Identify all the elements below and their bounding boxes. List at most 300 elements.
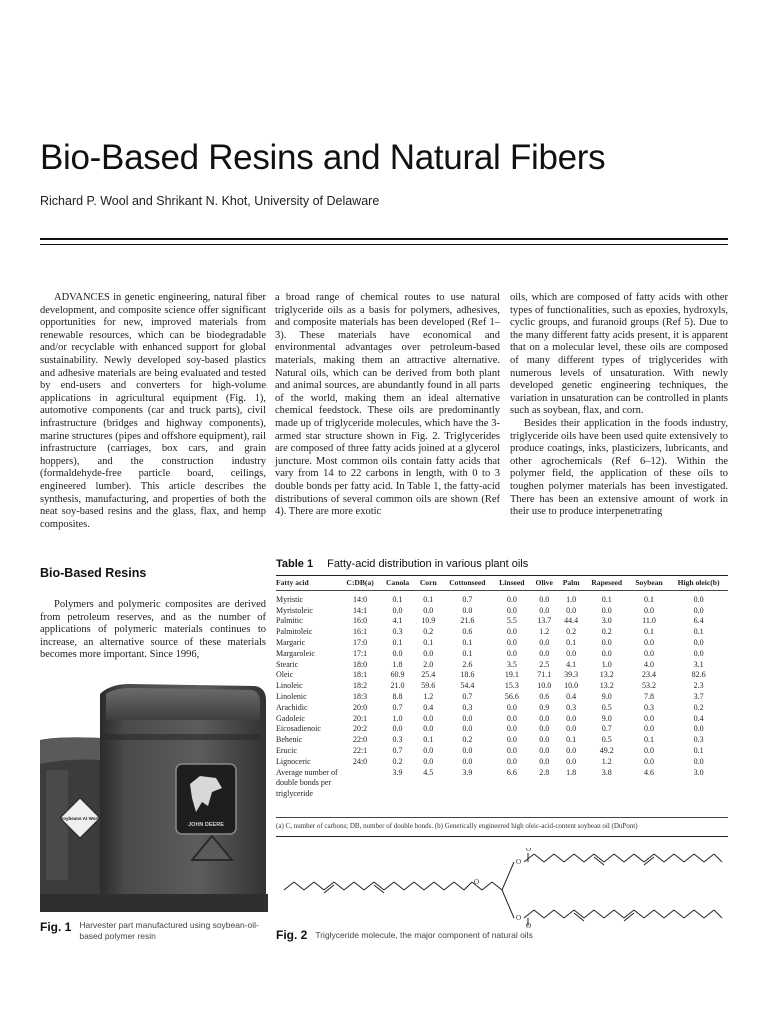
figure-2-caption <box>276 928 728 942</box>
table-cell: Lignoceric <box>276 756 311 766</box>
table-cell: 0.3 <box>566 702 577 712</box>
carbon-chain-bond <box>584 854 594 862</box>
table-cell: 44.4 <box>564 616 579 626</box>
table-cell: 54.4 <box>460 681 475 691</box>
table-cell: 0.2 <box>693 702 704 712</box>
table-cell: 24:0 <box>352 756 368 766</box>
carbon-chain-bond <box>674 910 684 918</box>
table-cell: 0.1 <box>644 735 655 745</box>
table-cell: 16:0 <box>352 616 368 626</box>
table-cell: 0.0 <box>506 637 517 647</box>
carbon-chain-bond <box>634 854 644 862</box>
table-cell: 0.4 <box>566 691 577 701</box>
carbon-chain-bond <box>574 854 584 862</box>
table-cell: 18:0 <box>352 659 368 669</box>
ester-oxygen-label: O <box>516 858 522 866</box>
table-cell: 8.8 <box>392 691 403 701</box>
table-cell: 0.0 <box>506 724 517 734</box>
carbon-chain-bond <box>614 854 624 862</box>
table-cell: 17:0 <box>352 637 368 647</box>
fatty-acid-table <box>276 578 728 800</box>
table-cell: 0.0 <box>423 745 434 755</box>
table-cell: Margaric <box>276 637 306 647</box>
carbon-chain-bond <box>384 882 394 890</box>
table-cell: 0.0 <box>506 713 517 723</box>
table-row <box>276 649 728 660</box>
table-cell: 71.1 <box>537 670 552 680</box>
table-cell: 0.3 <box>644 702 655 712</box>
carbon-chain-bond <box>664 854 674 862</box>
table-cell: 2.8 <box>539 767 550 777</box>
table-cell: 56.6 <box>504 691 519 701</box>
bio-resins-paragraph: Polymers and polymeric composites are derived from petroleum reserves, and as the number of applications of polymeric materials continues to increase, an alternative source of these materials becomes more important. Since 1996, <box>40 599 266 661</box>
table-cell: 2.3 <box>693 681 704 691</box>
table-cell: Behenic <box>276 735 303 745</box>
table-row <box>276 703 728 714</box>
table-cell: Average number of double bonds per triglyceride <box>276 767 338 799</box>
table-row <box>276 627 728 638</box>
table-cell: 0.3 <box>462 702 473 712</box>
carbon-chain-bond <box>534 854 544 862</box>
table-cell: 2.0 <box>423 659 434 669</box>
table-cell: 0.0 <box>462 724 473 734</box>
table-cell: 0.0 <box>462 605 473 615</box>
carbon-chain-bond <box>584 910 594 918</box>
table-cell: 0.0 <box>423 713 434 723</box>
table-cell: 3.8 <box>601 767 612 777</box>
table-cell: 0.0 <box>644 713 655 723</box>
table-cell: 0.0 <box>644 605 655 615</box>
table-cell: 0.7 <box>462 594 473 604</box>
table-cell: 3.7 <box>693 691 704 701</box>
table-cell: 2.5 <box>539 659 550 669</box>
section-heading-bio-based-resins: Bio-Based Resins <box>40 566 147 580</box>
carbon-chain-bond <box>644 910 654 918</box>
table-cell: Oleic <box>276 670 294 680</box>
table-cell: 0.4 <box>423 702 434 712</box>
table-cell: 0.1 <box>423 637 434 647</box>
carbon-chain-bond <box>604 910 614 918</box>
table-footnote: (a) C, number of carbons; DB, number of double bonds. (b) Genetically engineered high oleic-acid-content soybean oil (DuPont) <box>276 822 638 830</box>
table-cell: 1.8 <box>566 767 577 777</box>
carbon-chain-bond <box>554 910 564 918</box>
table-row <box>276 714 728 725</box>
table-cell: 3.9 <box>462 767 473 777</box>
ester-oxygen-label: O <box>516 914 522 922</box>
table-cell: 10.9 <box>421 616 436 626</box>
carbon-chain-bond <box>344 882 354 890</box>
table-caption <box>276 558 728 570</box>
carbonyl-oxygen-label: O <box>526 848 532 853</box>
table-cell: 0.0 <box>601 648 612 658</box>
table-cell: Myristoleic <box>276 605 313 615</box>
figure-1-label: Fig. 1 <box>40 920 72 934</box>
john-deere-logo-text: JOHN DEERE <box>188 822 224 828</box>
glycerol-bond <box>482 882 492 890</box>
table-cell: 0.0 <box>566 713 577 723</box>
table-cell: 0.1 <box>644 594 655 604</box>
table-cell: 13.2 <box>599 670 614 680</box>
table-cell: 2.6 <box>462 659 473 669</box>
carbon-chain-bond <box>654 910 664 918</box>
table-cell: 3.0 <box>601 616 612 626</box>
table-cell: 1.2 <box>539 627 550 637</box>
carbon-chain-bond <box>704 854 714 862</box>
table-cell: 20:2 <box>352 724 368 734</box>
figure-1-caption <box>40 920 268 941</box>
table-cell <box>340 768 380 800</box>
carbon-chain-bond <box>524 910 534 918</box>
table-cell: 0.1 <box>462 637 473 647</box>
table-cell: 1.0 <box>392 713 403 723</box>
table-cell: 0.0 <box>539 713 550 723</box>
table-cell: Palmitic <box>276 616 303 626</box>
table-cell: 6.6 <box>506 767 517 777</box>
glycerol-bond <box>502 890 514 918</box>
table-cell: 0.0 <box>506 735 517 745</box>
table-cell: 0.0 <box>462 713 473 723</box>
title-rule-thin <box>40 244 728 245</box>
table-cell: 0.9 <box>539 702 550 712</box>
table-header-cell: Canola <box>385 578 410 587</box>
table-cell: 1.0 <box>601 659 612 669</box>
table-cell: Palmitoleic <box>276 627 313 637</box>
glycerol-bond <box>502 862 514 890</box>
table-cell: 0.0 <box>423 756 434 766</box>
body-column-1 <box>40 292 266 531</box>
table-header-cell: Soybean <box>635 578 663 587</box>
table-cell: 0.3 <box>392 627 403 637</box>
table-cell: 21.6 <box>460 616 475 626</box>
harvester-part-photo <box>40 680 268 912</box>
article-title: Bio-Based Resins and Natural Fibers <box>40 138 606 177</box>
carbon-chain-bond <box>694 854 704 862</box>
carbon-chain-bond <box>524 854 534 862</box>
table-header-cell: Cottonseed <box>449 578 486 587</box>
table-row <box>276 735 728 746</box>
table-cell: 0.1 <box>423 594 434 604</box>
ester-oxygen-label: O <box>474 878 480 886</box>
table-cell: 0.1 <box>423 735 434 745</box>
carbon-chain-bond <box>434 882 444 890</box>
carbon-chain-bond <box>394 882 404 890</box>
carbon-chain-bond <box>314 882 324 890</box>
table-header-cell: Fatty acid <box>276 578 309 587</box>
table-cell: 3.0 <box>693 767 704 777</box>
table-cell: Myristic <box>276 594 304 604</box>
table-cell: 4.1 <box>566 659 577 669</box>
table-cell: 11.0 <box>642 616 656 626</box>
table-header-cell: Linseed <box>499 578 525 587</box>
table-cell: 0.0 <box>539 637 550 647</box>
table-row <box>276 593 728 606</box>
carbon-chain-bond <box>424 882 434 890</box>
table-row <box>276 616 728 627</box>
table-cell: 13.2 <box>599 681 614 691</box>
table-cell: 0.0 <box>462 745 473 755</box>
table-cell: 0.1 <box>392 594 403 604</box>
table-cell: 0.1 <box>392 637 403 647</box>
figure-2-label: Fig. 2 <box>276 928 308 942</box>
column-2-paragraph: a broad range of chemical routes to use natural triglyceride oils as a basis for polymers, adhesives, and composite materials has been developed (Ref 1–3). These materials have economical and environmental advantages over petroleum-based materials, making them an attractive alternative. Natural oils, which can be derived from both plant and animal sources, are abundantly found in all parts of the world, making them an ideal alternative chemical feedstock. These oils are predominantly made up of triglyceride molecules, which have the 3-armed star structure shown in Fig. 2. Triglycerides are composed of three fatty acids joined at a glycerol juncture. Most common oils contain fatty acids that vary from 14 to 22 carbons in length, with 0 to 3 double bonds per fatty acid. In Table 1, the fatty-acid distributions of several common oils are shown (Ref 4). There are more exotic <box>275 292 500 518</box>
table-cell: Eicosadienoic <box>276 724 321 734</box>
table-row <box>276 724 728 735</box>
table-cell: 4.5 <box>423 767 434 777</box>
table-cell: Erucic <box>276 745 297 755</box>
carbon-chain-bond <box>714 910 722 918</box>
carbon-chain-bond <box>544 854 554 862</box>
table-cell: 20:1 <box>352 713 368 723</box>
table-row <box>276 606 728 617</box>
table-cell: 0.0 <box>566 745 577 755</box>
table-cell: 19.1 <box>504 670 519 680</box>
table-cell: 13.7 <box>537 616 552 626</box>
carbon-chain-bond <box>664 910 674 918</box>
table-row <box>276 660 728 671</box>
table-header-cell: C:DB(a) <box>346 578 374 587</box>
table-cell: 9.0 <box>601 713 612 723</box>
table-header-cell: Olive <box>535 578 553 587</box>
table-cell: 18:2 <box>352 681 368 691</box>
table-cell: 0.0 <box>506 648 517 658</box>
table-cell: 0.0 <box>539 745 550 755</box>
carbon-chain-bond <box>704 910 714 918</box>
table-cell: 22:1 <box>352 745 368 755</box>
table-cell: 0.2 <box>462 735 473 745</box>
table-cell: Linoleic <box>276 681 303 691</box>
table-cell: 1.2 <box>423 691 434 701</box>
table-cell: 14:1 <box>352 605 368 615</box>
body-column-1-continued <box>40 599 266 662</box>
table-cell: 4.0 <box>644 659 655 669</box>
carbon-chain-bond <box>614 910 624 918</box>
carbon-chain-bond <box>444 882 454 890</box>
table-cell: 0.0 <box>462 756 473 766</box>
table-cell: 1.8 <box>392 659 403 669</box>
table-cell: 0.0 <box>506 594 517 604</box>
table-header-cell: Palm <box>562 578 580 587</box>
table-cell: 0.0 <box>392 724 403 734</box>
table-cell: 82.6 <box>691 670 706 680</box>
table-cell: 0.0 <box>693 648 704 658</box>
table-cell: 20:0 <box>352 702 368 712</box>
table-cell: 0.0 <box>693 594 704 604</box>
figure-2-caption-text: Triglyceride molecule, the major component of natural oils <box>315 930 533 940</box>
title-rule-thick <box>40 238 728 240</box>
table-header-cell: Corn <box>419 578 437 587</box>
table-cell: 60.9 <box>390 670 405 680</box>
table-cell: 0.1 <box>693 627 704 637</box>
table-cell: 5.5 <box>506 616 517 626</box>
table-cell: 0.0 <box>693 637 704 647</box>
table-cell: 15.3 <box>504 681 519 691</box>
table-header-rule <box>276 590 728 591</box>
table-cell: 25.4 <box>421 670 436 680</box>
table-cell: 0.1 <box>601 594 612 604</box>
table-row <box>276 757 728 768</box>
table-cell: 0.4 <box>693 713 704 723</box>
table-cell: 4.6 <box>644 767 655 777</box>
figure-1-caption-text: Harvester part manufactured using soybean-oil-based polymer resin <box>79 920 259 941</box>
table-cell: 59.6 <box>421 681 436 691</box>
carbon-chain-bond <box>294 882 304 890</box>
table-cell: 18:1 <box>352 670 368 680</box>
table-title: Fatty-acid distribution in various plant oils <box>327 558 529 570</box>
table-cell: Linolenic <box>276 691 307 701</box>
table-row <box>276 692 728 703</box>
table-header-cell: High oleic(b) <box>677 578 720 587</box>
carbon-chain-bond <box>534 910 544 918</box>
table-cell: 0.0 <box>539 648 550 658</box>
triglyceride-structure-diagram <box>276 848 728 930</box>
table-cell: 0.0 <box>644 637 655 647</box>
table-cell: 0.0 <box>506 627 517 637</box>
carbon-chain-bond <box>624 854 634 862</box>
table-cell: 0.0 <box>601 637 612 647</box>
soybeans-at-work-badge-text: Soybeans At Work <box>60 816 100 821</box>
column-3-paragraph-1: oils, which are composed of fatty acids with other types of functionalities, such as epoxies, hydroxyls, cyclic groups, and furanoid groups (Ref 5). Due to the many different fatty acids present, it is apparent that on a molecular level, these oils are composed of many different types of triglycerides with numerous levels of unsaturation. With newly developed genetic engineering techniques, the variation in unsaturation can be controlled in plants such as soybean, flax, and corn. <box>510 292 728 417</box>
table-cell: 0.0 <box>601 605 612 615</box>
table-cell: 0.5 <box>601 702 612 712</box>
table-cell: 0.0 <box>644 724 655 734</box>
table-cell: Gadoleic <box>276 713 305 723</box>
table-cell: 0.1 <box>566 637 577 647</box>
table-cell: 16:1 <box>352 627 368 637</box>
carbon-chain-bond <box>414 882 424 890</box>
carbon-chain-bond <box>454 882 464 890</box>
carbon-chain-bond <box>364 882 374 890</box>
table-row <box>276 768 728 800</box>
table-cell: 0.0 <box>506 756 517 766</box>
table-cell: 1.0 <box>566 594 577 604</box>
table-cell: 3.9 <box>392 767 403 777</box>
table-top-rule <box>276 575 728 576</box>
table-cell: 0.0 <box>566 724 577 734</box>
carbon-chain-bond <box>674 854 684 862</box>
table-cell: 0.0 <box>506 605 517 615</box>
table-cell: 0.0 <box>506 702 517 712</box>
carbon-chain-bond <box>594 910 604 918</box>
table-cell: 0.1 <box>693 745 704 755</box>
table-cell: 10.0 <box>564 681 579 691</box>
carbon-chain-bond <box>544 910 554 918</box>
table-cell: 0.2 <box>566 627 577 637</box>
glycerol-bond <box>492 882 502 890</box>
table-cell: Stearic <box>276 659 299 669</box>
carbon-chain-bond <box>404 882 414 890</box>
table-cell: 0.0 <box>539 735 550 745</box>
table-cell: 0.0 <box>539 756 550 766</box>
table-row <box>276 638 728 649</box>
table-cell: 9.0 <box>601 691 612 701</box>
table-cell: 0.6 <box>539 691 550 701</box>
table-cell: 1.2 <box>601 756 612 766</box>
table-cell: 0.1 <box>462 648 473 658</box>
table-end-rule <box>276 836 728 837</box>
table-cell: Arachidic <box>276 702 308 712</box>
table-cell: 0.0 <box>644 648 655 658</box>
table-cell: 0.0 <box>392 605 403 615</box>
table-cell: 0.0 <box>693 756 704 766</box>
table-cell: 0.0 <box>423 605 434 615</box>
carbon-chain-bond <box>354 882 364 890</box>
table-row <box>276 670 728 681</box>
table-cell: 0.5 <box>601 735 612 745</box>
carbon-chain-bond <box>554 854 564 862</box>
table-cell: 0.0 <box>392 648 403 658</box>
table-cell: 0.0 <box>566 605 577 615</box>
carbon-chain-bond <box>304 882 314 890</box>
table-cell: 0.0 <box>539 724 550 734</box>
table-cell: Margaroleic <box>276 648 315 658</box>
column-3-paragraph-2: Besides their application in the foods industry, triglyceride oils have been used quite extensively to produce coatings, inks, plasticizers, lubricants, and other agrochemicals (Ref 6–12). Within the polymer field, the application of these oils to toughen polymer materials has been investigated. There has been an extensive amount of work in their use to produce interpenetrating <box>510 417 728 518</box>
table-cell: 0.0 <box>693 605 704 615</box>
table-cell: 6.4 <box>693 616 704 626</box>
table-bottom-rule <box>276 817 728 818</box>
carbon-chain-bond <box>714 854 722 862</box>
carbon-chain-bond <box>694 910 704 918</box>
carbonyl-oxygen-label: O <box>526 922 532 930</box>
table-cell: 14:0 <box>352 594 368 604</box>
table-cell: 0.0 <box>693 724 704 734</box>
table-label: Table 1 <box>276 558 314 570</box>
table-cell: 0.7 <box>601 724 612 734</box>
table-cell: 0.0 <box>506 745 517 755</box>
table-cell: 4.1 <box>392 616 403 626</box>
table-cell: 0.0 <box>644 745 655 755</box>
table-cell: 0.2 <box>392 756 403 766</box>
table-cell: 0.3 <box>693 735 704 745</box>
table-cell: 0.6 <box>462 627 473 637</box>
table-cell: 23.4 <box>642 670 657 680</box>
table-cell: 22:0 <box>352 735 368 745</box>
table-cell: 0.1 <box>566 735 577 745</box>
table-cell: 18.6 <box>460 670 475 680</box>
intro-paragraph: ADVANCES in genetic engineering, natural fiber development, and composite science offer significant opportunities for new, improved materials from renewable resources, which can be biodegradable and/or recyclable with enhanced support for global sustainability. Newly developed soy-based plastics and adhesive materials are being evaluated and tested by end-users and converters for high-volume applications in agricultural equipment (Fig. 1), automotive components (car and truck parts), civil infrastructure (bridges and highway components), marine structures (pipes and offshore equipment), rail infrastructure (carriages, box cars, and grain hoppers), and the construction industry (formaldehyde-free particle board, ceilings, engineered lumber). This article describes the synthesis, manufacturing, and properties of both the neat soy-based resins and the glass, flax, and hemp composites. <box>40 292 266 530</box>
carbon-chain-bond <box>634 910 644 918</box>
table-header-cell: Rapeseed <box>591 578 623 587</box>
carbon-chain-bond <box>564 854 574 862</box>
carbon-chain-bond <box>464 882 472 890</box>
table-cell: 39.3 <box>564 670 579 680</box>
table-cell: 49.2 <box>599 745 614 755</box>
table-cell: 0.0 <box>566 756 577 766</box>
table-row <box>276 746 728 757</box>
table-cell: 7.8 <box>644 691 655 701</box>
table-cell: 21.0 <box>390 681 405 691</box>
table-cell: 0.1 <box>644 627 655 637</box>
table-cell: 0.0 <box>423 648 434 658</box>
carbon-chain-bond <box>684 854 694 862</box>
table-cell: 0.2 <box>601 627 612 637</box>
table-cell: 18:3 <box>352 691 368 701</box>
article-authors: Richard P. Wool and Shrikant N. Khot, University of Delaware <box>40 194 380 208</box>
body-column-3 <box>510 292 728 519</box>
table-cell: 0.2 <box>423 627 434 637</box>
body-column-2 <box>275 292 500 519</box>
table-row <box>276 681 728 692</box>
table-cell: 0.7 <box>392 745 403 755</box>
table-cell: 0.0 <box>539 594 550 604</box>
table-cell: 3.1 <box>693 659 704 669</box>
table-cell: 0.0 <box>644 756 655 766</box>
table-cell: 17:1 <box>352 648 368 658</box>
carbon-chain-bond <box>284 882 294 890</box>
carbon-chain-bond <box>684 910 694 918</box>
table-cell: 0.0 <box>566 648 577 658</box>
table-cell: 0.0 <box>423 724 434 734</box>
carbon-chain-bond <box>654 854 664 862</box>
